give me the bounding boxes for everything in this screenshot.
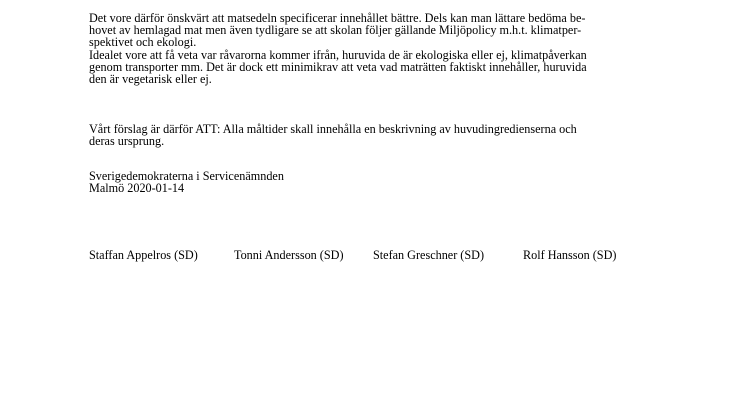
place-date: Malmö 2020-01-14 <box>89 181 185 196</box>
text-line: Det vore därför önskvärt att matsedeln specificerar innehållet bättre. Dels kan man lättare bedöma be- <box>89 11 586 25</box>
paragraph-menu-specification <box>89 12 659 85</box>
signer-name: Stefan Greschner (SD) <box>373 248 485 262</box>
text-line: genom transporter mm. Det är dock ett minimikrav att veta vad maträtten faktiskt innehåller, huruvida <box>89 59 587 74</box>
signer-name: Tonni Andersson (SD) <box>234 248 344 262</box>
party-name: Sverigedemokraterna i Servicenämnden <box>89 169 284 183</box>
paragraph-proposal <box>89 123 659 147</box>
text-line: spektivet och ekologi. <box>89 35 197 50</box>
text-line: deras ursprung. <box>89 134 165 149</box>
signers-row <box>0 249 746 263</box>
text-line: Vårt förslag är därför ATT: Alla måltider skall innehålla en beskrivning av huvudingredienserna och <box>89 122 577 136</box>
text-line: Idealet vore att få veta var råvarorna kommer ifrån, huruvida de är ekologiska eller ej, klimatpåverkan <box>89 47 587 62</box>
signer-name: Staffan Appelros (SD) <box>89 248 198 262</box>
signer-name: Rolf Hansson (SD) <box>523 248 617 262</box>
text-line: hovet av hemlagad mat men även tydligare se att skolan följer gällande Miljöpolicy m.h.t. klimatper- <box>89 23 582 38</box>
signature-block <box>89 170 659 194</box>
text-line: den är vegetarisk eller ej. <box>89 71 212 86</box>
